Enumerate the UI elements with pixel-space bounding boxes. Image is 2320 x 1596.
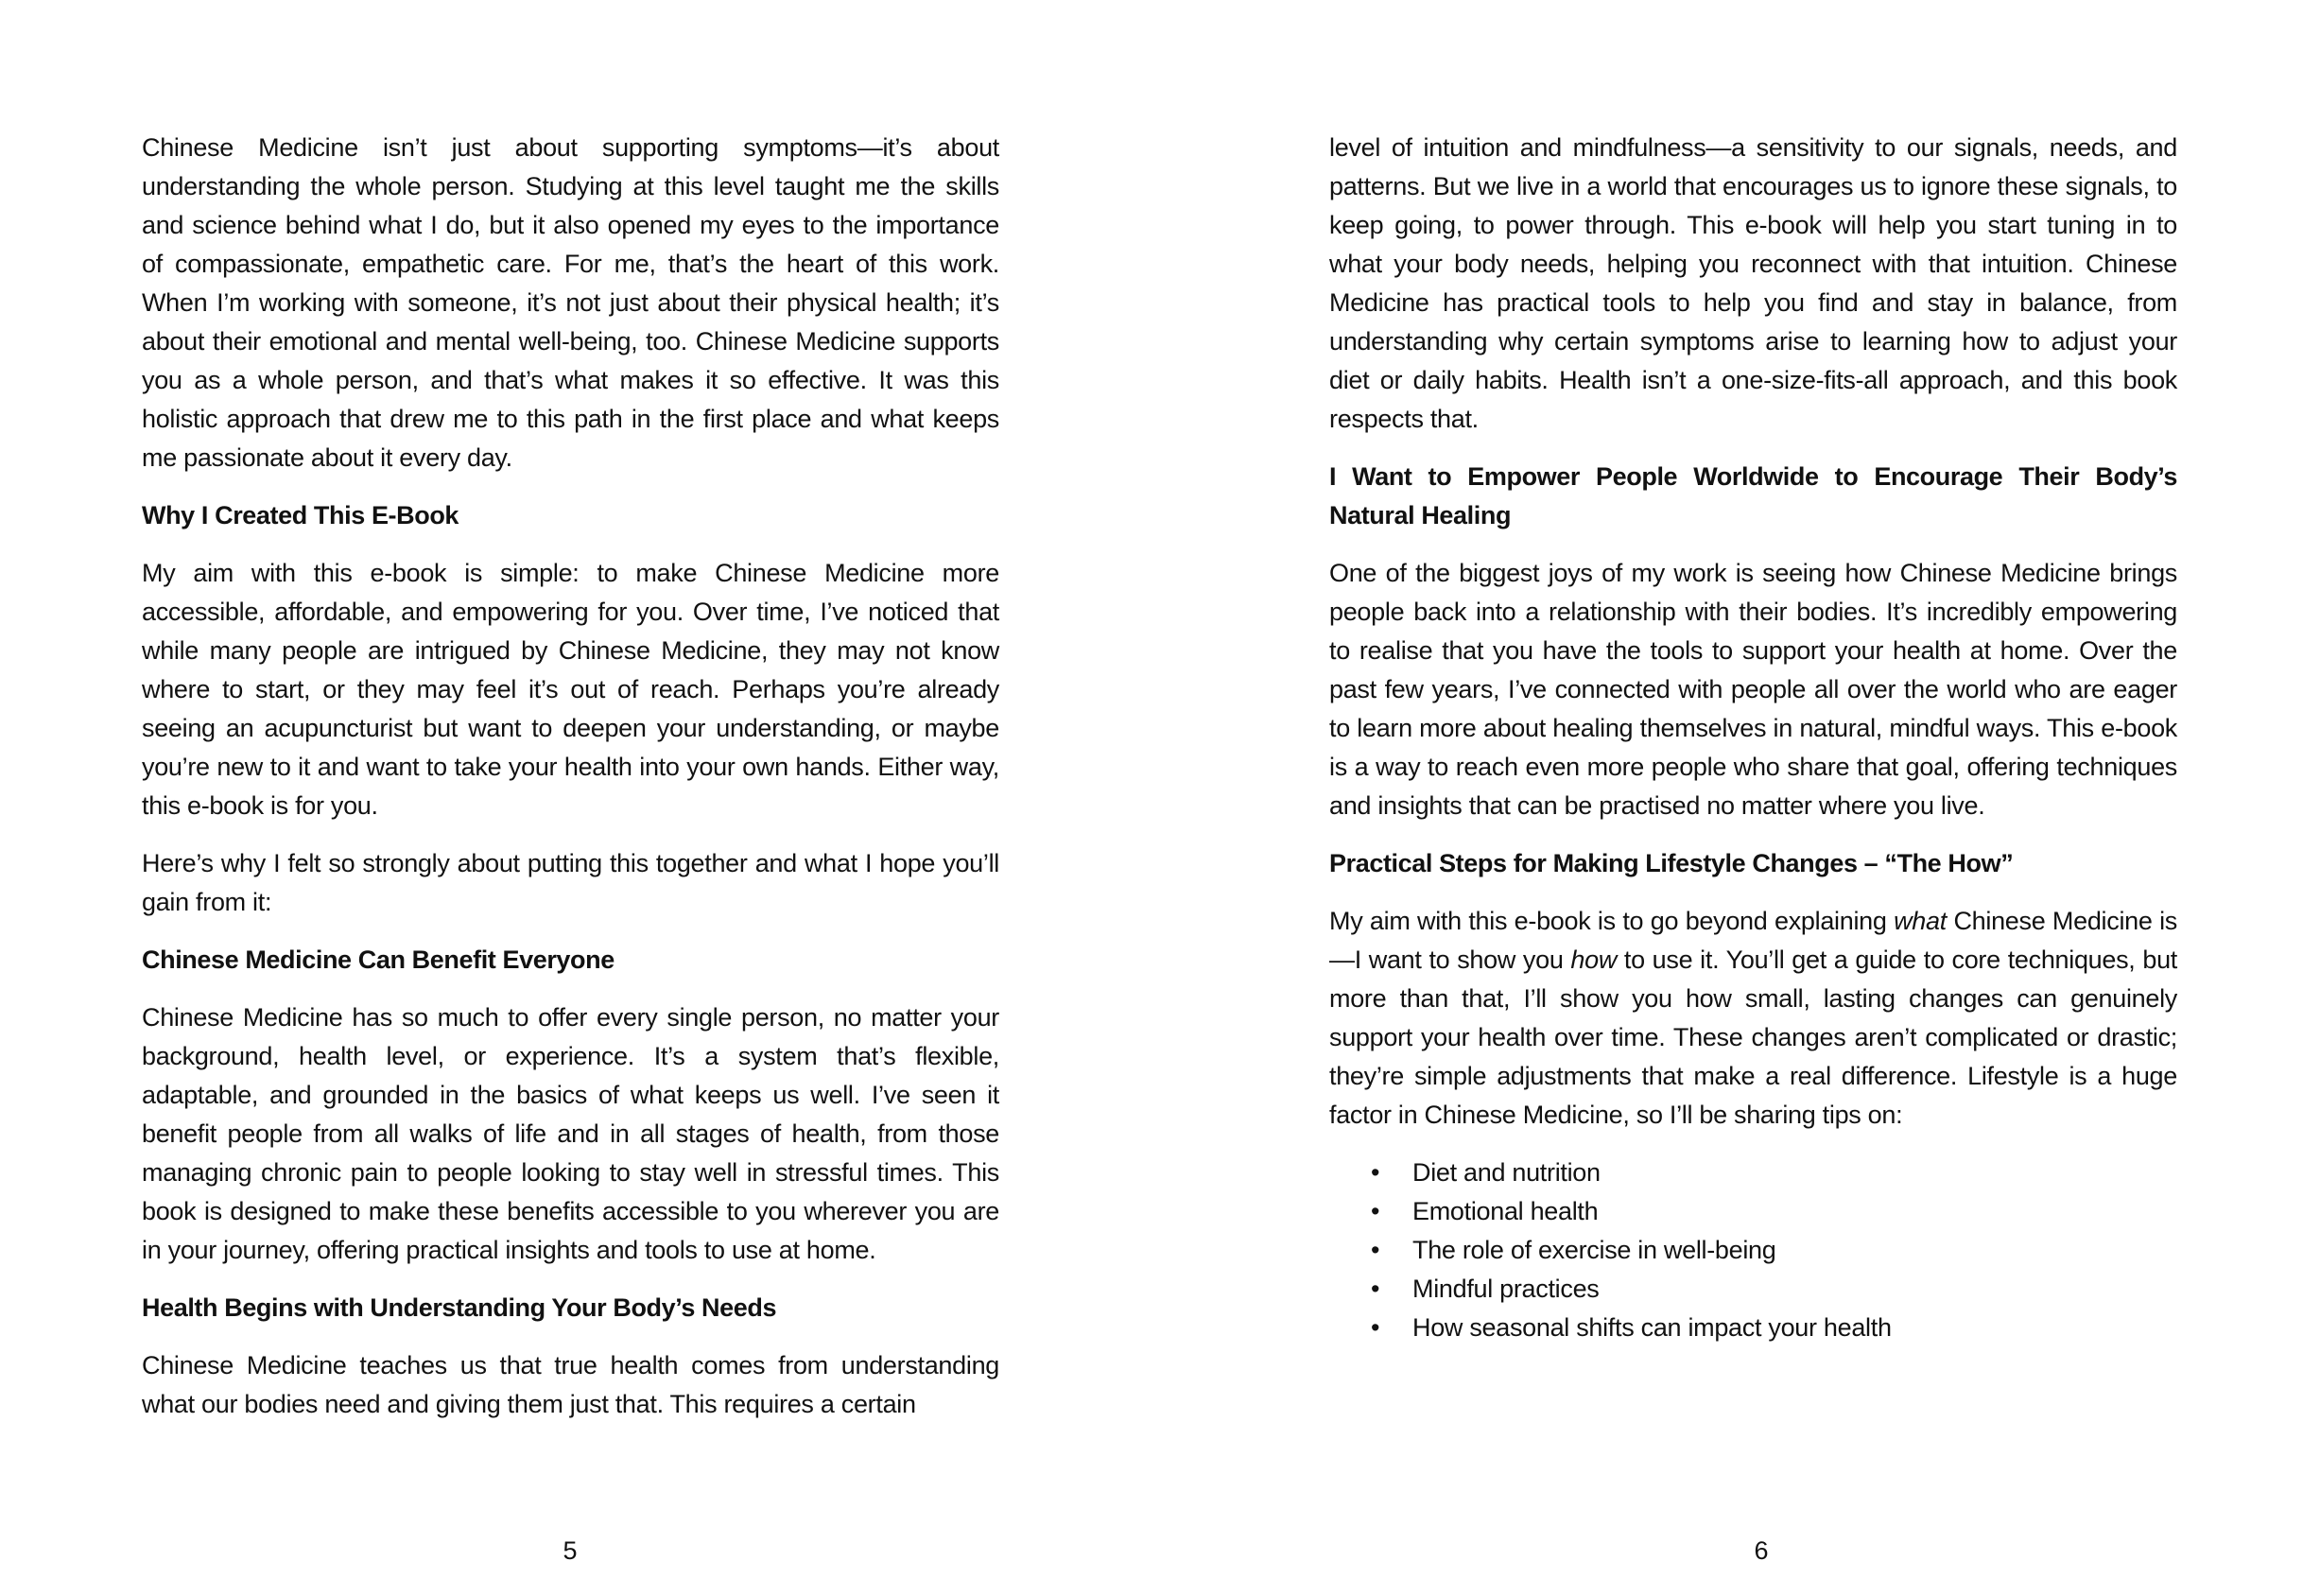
paragraph: My aim with this e-book is simple: to make Chinese Medicine more accessible, affordable, and empowering for you. Over time, I’ve noticed that while many people are intrigued by Chinese Medicine, they may not know where to start, or they may feel it’s out of reach. Perhaps you’re already seeing an acupuncturist but want to deepen your understanding, or maybe you’re new to it and want to take your health into your own hands. Either way, this e-book is for you. bbox=[142, 559, 999, 820]
bullet-icon: • bbox=[1371, 1197, 1380, 1225]
tips-bullet-list bbox=[1329, 1154, 2177, 1347]
paragraph: Chinese Medicine isn’t just about supporting symptoms—it’s about understanding the whole person. Studying at this level taught me the skills and science behind what I do, but it also opened my eyes to the importance of compassionate, empathetic care. For me, that’s the heart of this work. When I’m working with someone, it’s not just about their physical health; it’s about their emotional and mental well-being, too. Chinese Medicine supports you as a whole person, and that’s what makes it so effective. It was this holistic approach that drew me to this path in the first place and what keeps me passionate about it every day. bbox=[142, 133, 999, 472]
section-heading-body-needs: Health Begins with Understanding Your Body’s Needs bbox=[142, 1293, 777, 1322]
bullet-icon: • bbox=[1371, 1236, 1380, 1264]
paragraph: Chinese Medicine teaches us that true health comes from understanding what our bodies need and giving them just that. This requires a certain bbox=[142, 1351, 999, 1418]
bullet-icon: • bbox=[1371, 1275, 1380, 1303]
paragraph bbox=[1329, 902, 2177, 1135]
list-item bbox=[1329, 1192, 2177, 1231]
bullet-icon: • bbox=[1371, 1158, 1380, 1187]
page-number: 5 bbox=[563, 1536, 578, 1565]
section-heading-empower-people: I Want to Empower People Worldwide to Encourage Their Body’s Natural Healing bbox=[1329, 462, 2177, 529]
page-6 bbox=[1160, 0, 2320, 1596]
bullet-icon: • bbox=[1371, 1313, 1380, 1342]
section-heading-benefit-everyone: Chinese Medicine Can Benefit Everyone bbox=[142, 945, 615, 974]
section-heading-why-created: Why I Created This E-Book bbox=[142, 501, 459, 529]
paragraph: level of intuition and mindfulness—a sensitivity to our signals, needs, and patterns. But we live in a world that encourages us to ignore these signals, to keep going, to power through. This e-book will help you start tuning in to what your body needs, helping you reconnect with that intuition. Chinese Medicine has practical tools to help you find and stay in balance, from understanding why certain symptoms arise to learning how to adjust your diet or daily habits. Health isn’t a one-size-fits-all approach, and this book respects that. bbox=[1329, 133, 2177, 433]
list-item-text: How seasonal shifts can impact your health bbox=[1412, 1313, 1892, 1342]
list-item bbox=[1329, 1154, 2177, 1192]
list-item-text: Mindful practices bbox=[1412, 1275, 1600, 1303]
list-item-text: Emotional health bbox=[1412, 1197, 1599, 1225]
paragraph: One of the biggest joys of my work is seeing how Chinese Medicine brings people back into a relationship with their bodies. It’s incredibly empowering to realise that you have the tools to support your health at home. Over the past few years, I’ve connected with people all over the world who are eager to learn more about healing themselves in natural, mindful ways. This e-book is a way to reach even more people who share that goal, offering techniques and insights that can be practised no matter where you live. bbox=[1329, 559, 2177, 820]
text-run: Chinese Medicine is—I want to show you bbox=[1329, 907, 2177, 974]
list-item-text: The role of exercise in well-being bbox=[1412, 1236, 1776, 1264]
text-run: to use it. You’ll get a guide to core techniques, but more than that, I’ll show you how small, lasting changes can genuinely support your health over time. These changes aren’t complicated or drastic; they’re simple adjustments that make a real difference. Lifestyle is a huge factor in Chinese Medicine, so I’ll be sharing tips on: bbox=[1329, 945, 2177, 1129]
section-heading-practical-steps: Practical Steps for Making Lifestyle Changes – “The How” bbox=[1329, 849, 2014, 877]
page-6-text-column bbox=[1329, 129, 2177, 1347]
emphasis-what: what bbox=[1894, 907, 1947, 935]
page-5-text-column bbox=[142, 129, 999, 1443]
list-item-text: Diet and nutrition bbox=[1412, 1158, 1601, 1187]
list-item bbox=[1329, 1309, 2177, 1347]
page-number: 6 bbox=[1754, 1536, 1769, 1565]
paragraph: Chinese Medicine has so much to offer every single person, no matter your background, health level, or experience. It’s a system that’s flexible, adaptable, and grounded in the basics of what keeps us well. I’ve seen it benefit people from all walks of life and in all stages of health, from those managing chronic pain to people looking to stay well in stressful times. This book is designed to make these benefits accessible to you wherever you are in your journey, offering practical insights and tools to use at home. bbox=[142, 1003, 999, 1264]
text-run: My aim with this e-book is to go beyond explaining bbox=[1329, 907, 1895, 935]
emphasis-how: how bbox=[1570, 945, 1618, 974]
paragraph: Here’s why I felt so strongly about putting this together and what I hope you’ll gain from it: bbox=[142, 849, 999, 916]
list-item bbox=[1329, 1270, 2177, 1309]
list-item bbox=[1329, 1231, 2177, 1270]
